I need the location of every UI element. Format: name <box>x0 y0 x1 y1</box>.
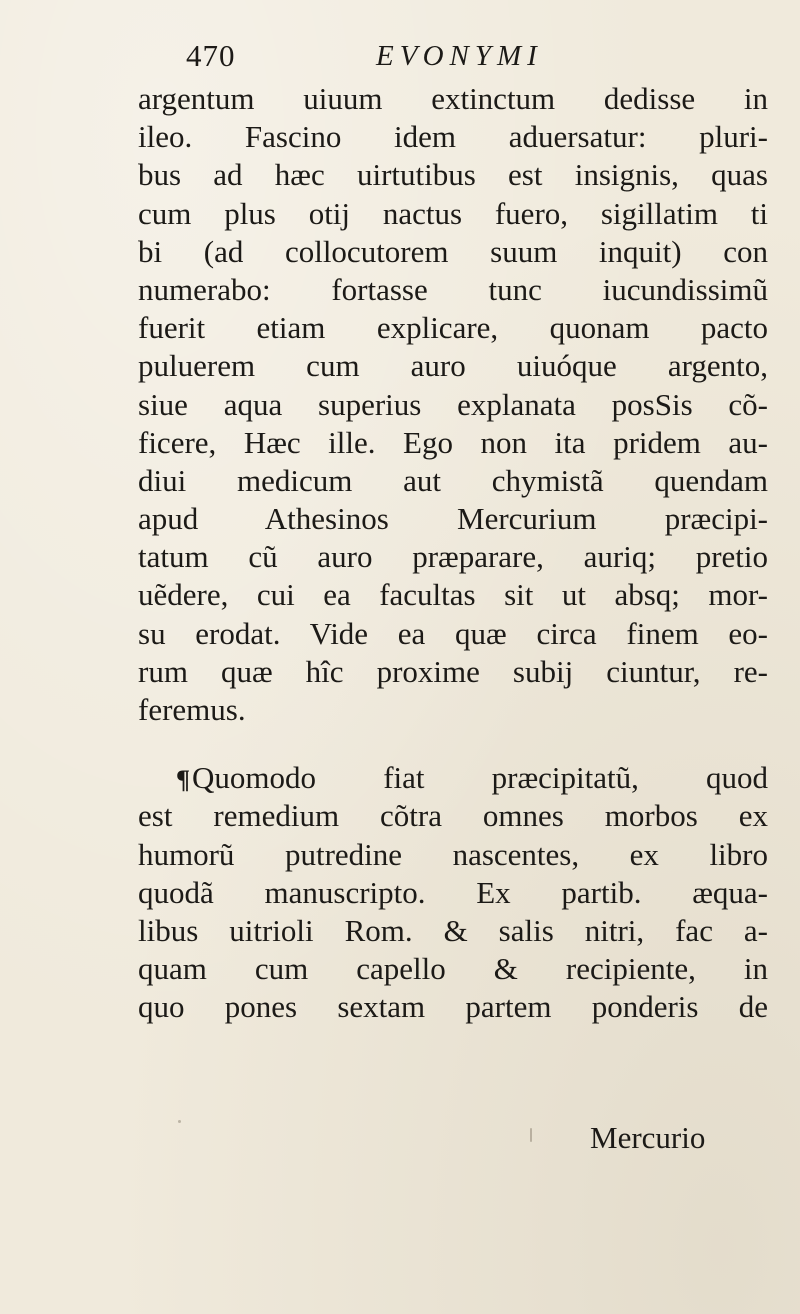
text-line: siue aqua superius explanata posSis cõ- <box>138 386 768 422</box>
text-line: apud Athesinos Mercurium præcipi- <box>138 501 768 537</box>
text-line <box>138 759 768 797</box>
text-line: tatum cũ auro præparare, auriq; pretio <box>138 539 768 575</box>
text-line: quam cum capello & recipiente, in <box>138 951 768 987</box>
paper-speck <box>178 1120 181 1123</box>
text-line: feremus. <box>138 692 246 727</box>
page-number: 470 <box>186 38 236 73</box>
paragraph-2 <box>138 759 768 1026</box>
text-line: quo pones sextam partem ponderis de <box>138 989 768 1025</box>
text-line: cum plus otij nactus fuero, sigillatim ti <box>138 195 768 231</box>
body-text <box>138 80 768 1027</box>
text-line: humorũ putredine nascentes, ex libro <box>138 836 768 872</box>
paragraph-1 <box>138 80 768 729</box>
text-line: su erodat. Vide ea quæ circa finem eo- <box>138 615 768 651</box>
text-line: bus ad hæc uirtutibus est insignis, quas <box>138 157 768 193</box>
running-title: EVONYMI <box>376 40 543 72</box>
section-gap <box>138 729 768 759</box>
text-line: uẽdere, cui ea facultas sit ut absq; mor- <box>138 577 768 613</box>
text-line: libus uitrioli Rom. & salis nitri, fac a- <box>138 912 768 948</box>
text-line: rum quæ hîc proxime subij ciuntur, re- <box>138 653 768 689</box>
text-line: diui medicum aut chymistã quendam <box>138 462 768 498</box>
text-line: puluerem cum auro uiuóque argento, <box>138 348 768 384</box>
paragraph-mark: ¶ <box>176 765 191 795</box>
text-line: fuerit etiam explicare, quonam pacto <box>138 310 768 346</box>
text-line: quodã manuscripto. Ex partib. æqua- <box>138 874 768 910</box>
text-line: ileo. Fascino idem aduersatur: pluri- <box>138 119 768 155</box>
page-header <box>186 38 746 78</box>
text-line: numerabo: fortasse tunc iucundissimũ <box>138 271 768 307</box>
text-line: est remedium cõtra omnes morbos ex <box>138 798 768 834</box>
paragraph-2-first-line: Quomodo fiat præcipitatũ, quod <box>192 760 768 796</box>
text-line: argentum uiuum extinctum dedisse in <box>138 81 768 116</box>
text-line: bi (ad collocutorem suum inquit) con <box>138 233 768 269</box>
catchword: Mercurio <box>590 1120 706 1155</box>
paper-speck <box>530 1128 532 1142</box>
text-line: ficere, Hæc ille. Ego non ita pridem au- <box>138 424 768 460</box>
